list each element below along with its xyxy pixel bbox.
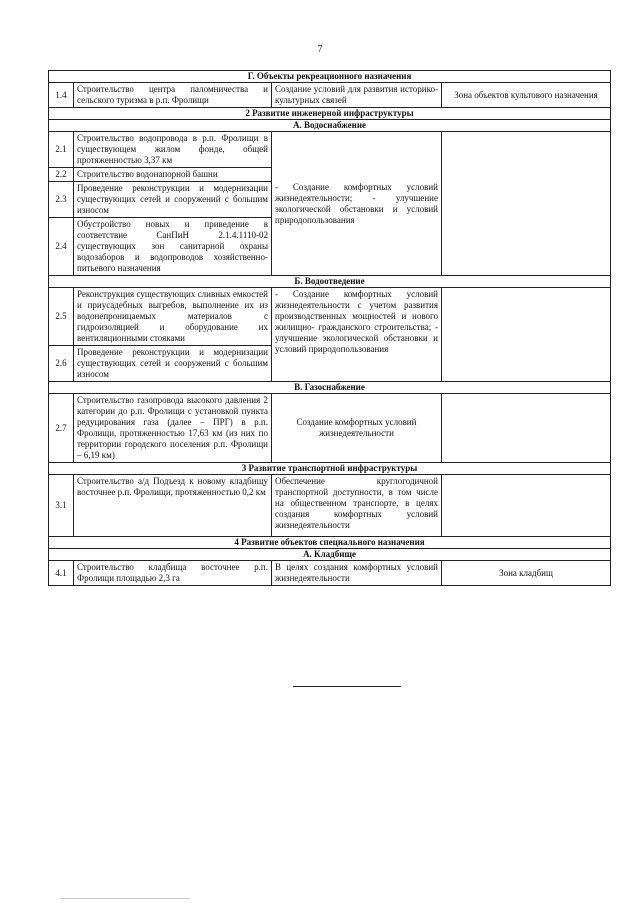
row-zone <box>442 288 611 382</box>
row-number: 2.6 <box>49 346 74 382</box>
planning-objects-table <box>48 70 611 586</box>
row-description: Проведение реконструкции и модернизации существующих сетей и сооружений с большим износом <box>74 182 272 218</box>
table-row <box>49 132 611 168</box>
row-zone: Зона объектов культового назначения <box>442 83 611 108</box>
table-row <box>49 475 611 537</box>
section-header-recreational <box>49 71 611 83</box>
row-zone <box>442 394 611 463</box>
table-row <box>49 83 611 108</box>
row-purpose: Обеспечение круглогодичной транспортной доступности, в том числе на общественном транспорте, в целях создания комфортных условий жизнедеятельности <box>272 475 442 537</box>
subsection-header-cemetery <box>49 549 611 561</box>
row-description: Строительство центра паломничества и сельского туризма в р.п. Фролищи <box>74 83 272 108</box>
table-row <box>49 288 611 346</box>
section-title: 3 Развитие транспортной инфраструктуры <box>49 463 611 475</box>
subsection-title: А. Кладбище <box>49 549 611 561</box>
closing-rule <box>293 686 401 687</box>
row-description: Обустройство новых и приведение в соответствие СанПиН 2.1.4.1110-02 существующих зон санитарной охраны водозаборов и водопроводов хозяйственно-питьевого назначения <box>74 218 272 276</box>
table-row <box>49 394 611 463</box>
section-title: Г. Объекты рекреационного назначения <box>49 71 611 83</box>
row-number: 2.3 <box>49 182 74 218</box>
row-number: 2.5 <box>49 288 74 346</box>
row-description: Проведение реконструкции и модернизации существующих сетей и сооружений с большим износом <box>74 346 272 382</box>
row-number: 2.1 <box>49 132 74 168</box>
row-purpose: Создание условий для развития историко-культурных связей <box>272 83 442 108</box>
section-header-special <box>49 537 611 549</box>
page-number: 7 <box>317 44 323 55</box>
subsection-title: Б. Водоотведение <box>49 276 611 288</box>
subsection-title: В. Газоснабжение <box>49 382 611 394</box>
subsection-header-water-disposal <box>49 276 611 288</box>
row-number: 1.4 <box>49 83 74 108</box>
row-number: 2.2 <box>49 168 74 182</box>
row-number: 4.1 <box>49 561 74 586</box>
subsection-header-gas <box>49 382 611 394</box>
row-purpose: Создание комфортных условий жизнедеятельности <box>272 394 442 463</box>
row-purpose: В целях создания комфортных условий жизнедеятельности <box>272 561 442 586</box>
row-description: Строительство газопровода высокого давления 2 категории до р.п. Фролищи с установкой пункта редуцирования газа (далее – ПРГ) в р.п. Фролищи, протяженностью 17,63 км (из них по территории городского поселения р.п. Фролищи – 6,19 км) <box>74 394 272 463</box>
row-description: Строительство водопровода в р.п. Фролищи в существующем жилом фонде, общей протяженностью 3,37 км <box>74 132 272 168</box>
table-row <box>49 561 611 586</box>
row-description: Строительство водонапорной башни <box>74 168 272 182</box>
row-description: Реконструкция существующих сливных емкостей и приусадебных выгребов, выполнение их из водонепроницаемых материалов с гидроизоляцией и оборудование их вентиляционными стояками <box>74 288 272 346</box>
row-purpose: - Создание комфортных условий жизнедеятельности; - улучшение экологической обстановки и условий природопользования <box>272 132 442 276</box>
section-header-transport <box>49 463 611 475</box>
subsection-title: А. Водоснабжение <box>49 120 611 132</box>
section-title: 2 Развитие инженерной инфраструктуры <box>49 108 611 120</box>
row-description: Строительство а/д Подъезд к новому кладбищу восточнее р.п. Фролищи, протяженностью 0,2 км <box>74 475 272 537</box>
section-header-engineering <box>49 108 611 120</box>
row-number: 3.1 <box>49 475 74 537</box>
row-number: 2.4 <box>49 218 74 276</box>
section-title: 4 Развитие объектов специального назначения <box>49 537 611 549</box>
row-zone <box>442 475 611 537</box>
row-description: Строительство кладбища восточнее р.п. Фролищи площадью 2,3 га <box>74 561 272 586</box>
footer-scan-mark <box>60 898 190 899</box>
row-number: 2.7 <box>49 394 74 463</box>
subsection-header-water-supply <box>49 120 611 132</box>
row-zone <box>442 132 611 276</box>
row-zone: Зона кладбищ <box>442 561 611 586</box>
row-purpose: - Создание комфортных условий жизнедеятельности с учетом развития производственных мощностей и нового жилищно- гражданского строительства; - улучшение экологической обстановки и условий природопользования <box>272 288 442 382</box>
